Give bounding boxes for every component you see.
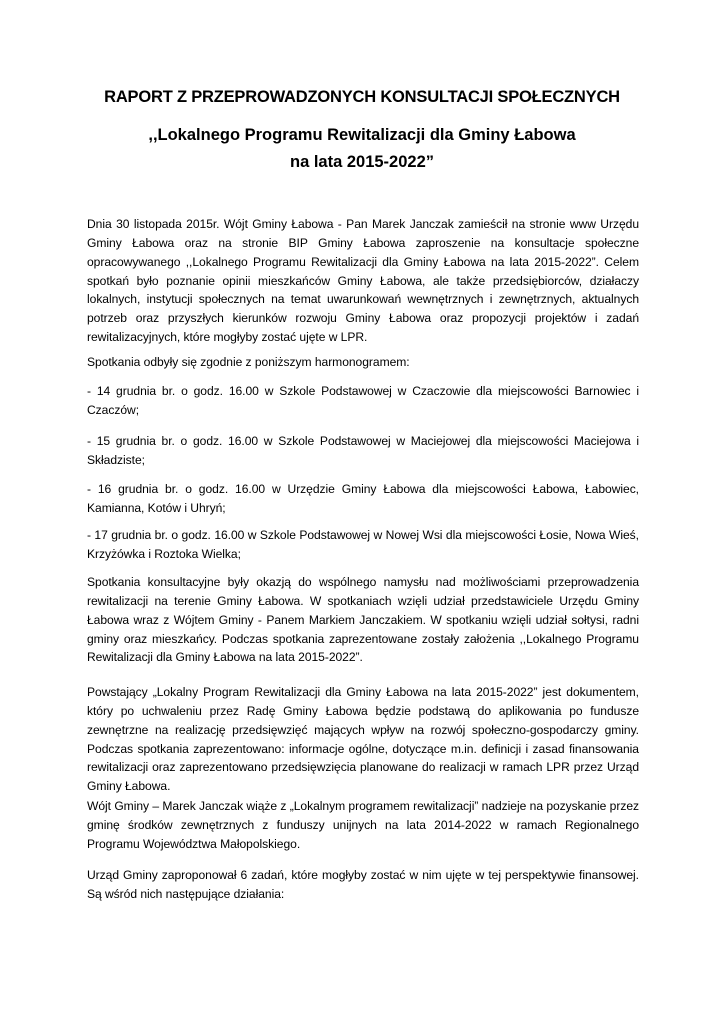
schedule-item-2: - 15 grudnia br. o godz. 16.00 w Szkole Podstawowej w Maciejowej dla miejscowości Maciejowa i Składziste; (87, 434, 639, 467)
program-title-line-1: ,,Lokalnego Programu Rewitalizacji dla Gminy Łabowa (148, 126, 576, 144)
paragraph-tasks: Urząd Gminy zaproponował 6 zadań, które mogłyby zostać w nim ujęte w tej perspektywie finansowej. Są wśród nich następujące działania: (87, 868, 639, 901)
paragraph-funding: Wójt Gminy – Marek Janczak wiąże z „Lokalnym programem rewitalizacji” nadzieje na pozyskanie przez gminę środków zewnętrznych z funduszy unijnych na lata 2014-2022 w ramach Regionalnego Programu Województwa Małopolskiego. (87, 799, 639, 851)
report-title: RAPORT Z PRZEPROWADZONYCH KONSULTACJI SPOŁECZNYCH (104, 88, 620, 106)
schedule-item-4: - 17 grudnia br. o godz. 16.00 w Szkole Podstawowej w Nowej Wsi dla miejscowości Łosie, Nowa Wieś, Krzyżówka i Roztoka Wielka; (87, 528, 639, 561)
paragraph-consultations: Spotkania konsultacyjne były okazją do wspólnego namysłu nad możliwościami przeprowadzenia rewitalizacji na terenie Gminy Łabowa. W spotkaniach wzięli udział przedstawiciele Urzędu Gminy Łabowa wraz z Wójtem Gminy - Panem Markiem Janczakiem. W spotkaniu wzięli udział sołtysi, radni gminy oraz mieszkańcy. Podczas spotkania zaprezentowane zostały założenia ,,Lokalnego Programu Rewitalizacji dla Gminy Łabowa na lata 2015-2022”. (87, 575, 639, 665)
schedule-item-3: - 16 grudnia br. o godz. 16.00 w Urzędzie Gminy Łabowa dla miejscowości Łabowa, Łabowiec, Kamianna, Kotów i Uhryń; (87, 482, 639, 515)
paragraph-schedule-intro: Spotkania odbyły się zgodnie z poniższym harmonogramem: (87, 355, 410, 369)
schedule-item-1: - 14 grudnia br. o godz. 16.00 w Szkole Podstawowej w Czaczowie dla miejscowości Barnowiec i Czaczów; (87, 384, 639, 417)
program-title-line-2: na lata 2015-2022” (289, 153, 434, 171)
paragraph-intro: Dnia 30 listopada 2015r. Wójt Gminy Łabowa - Pan Marek Janczak zamieścił na stronie www Urzędu Gminy Łabowa oraz na stronie BIP Gminy Łabowa zaproszenie na konsultacje społeczne opracowywanego ,,Lokalnego Programu Rewitalizacji dla Gminy Łabowa na lata 2015-2022”. Celem spotkań było poznanie opinii mieszkańców Gminy Łabowa, ale także przedsiębiorców, działaczy lokalnych, instytucji społecznych na temat uwarunkowań wewnętrznych i zewnętrznych, aktualnych potrzeb oraz przyszłych kierunków rozwoju Gminy Łabowa oraz propozycji projektów i zadań rewitalizacyjnych, które mogłyby zostać ujęte w LPR. (87, 217, 639, 345)
paragraph-program: Powstający „Lokalny Program Rewitalizacji dla Gminy Łabowa na lata 2015-2022” jest dokumentem, który po uchwaleniu przez Radę Gminy Łabowa będzie podstawą do aplikowania po fundusze zewnętrzne na realizację przedsięwzięć mających wpływ na rozwój społeczno-gospodarczy gminy. Podczas spotkania zaprezentowano: informacje ogólne, dotyczące m.in. definicji i zasad finansowania rewitalizacji oraz zaprezentowano przedsięwzięcia planowane do realizacji w ramach LPR przez Urząd Gminy Łabowa. (87, 685, 639, 794)
